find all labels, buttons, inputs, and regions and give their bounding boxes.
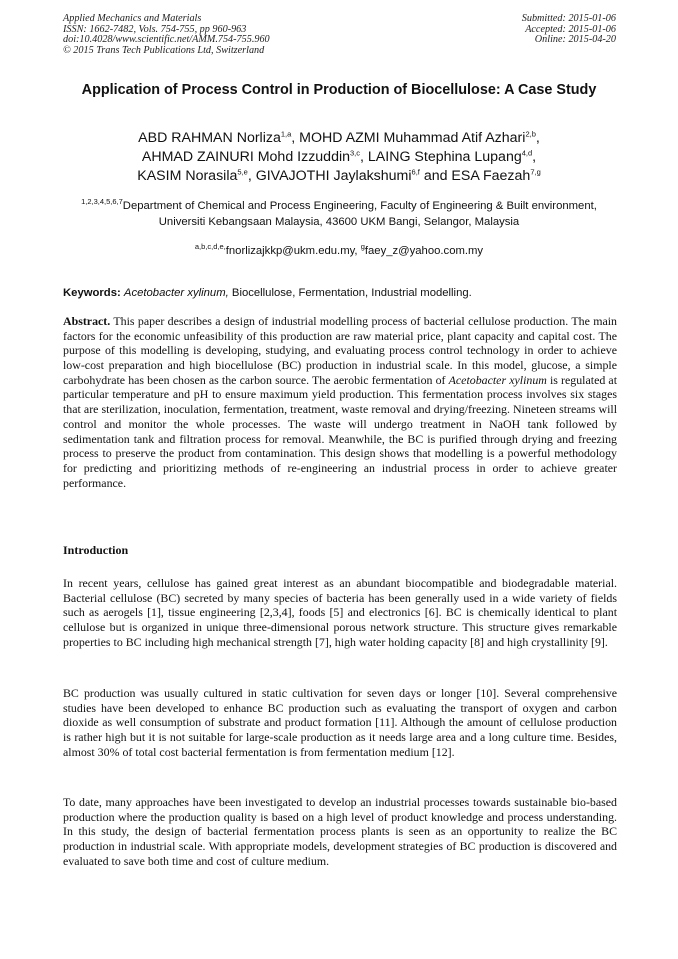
abstract-label: Abstract. [63, 314, 111, 328]
accepted-date: Accepted: 2015-01-06 [525, 23, 616, 35]
author-name: , MOHD AZMI Muhammad Atif Azhari [291, 130, 526, 146]
email-address: fnorlizajkkp@ukm.edu.my, [225, 245, 361, 257]
author-superscript: 4,d [521, 148, 533, 158]
author-superscript: 3,c [350, 148, 361, 158]
online-date: Online: 2015-04-20 [534, 34, 616, 46]
abstract-paragraph [63, 314, 617, 490]
email-superscript: a,b,c,d,e, [194, 242, 226, 252]
section-heading: Introduction [63, 543, 129, 557]
issn-line: ISSN: 1662-7482, Vols. 754-755, pp 960-963 [63, 23, 247, 35]
email-address: faey_z@yahoo.com.my [364, 245, 484, 257]
affiliation [60, 199, 618, 230]
paper-title: Application of Process Control in Production of Biocellulose: A Case Study [81, 82, 597, 98]
keywords-rest: Biocellulose, Fermentation, Industrial modelling. [228, 287, 472, 299]
author-superscript: 2,b [525, 129, 536, 139]
author-superscript: 6,f [411, 167, 420, 177]
body-paragraph: To date, many approaches have been investigated to develop an industrial processes towards sustainable bio-based production where the production quality is based on a high level of product knowledge and process understanding. In this study, the design of bacterial fermentation process plants is seen as an opportunity to realize the BC production in industrial scale. With appropriate models, development strategies of BC production is discovered and evaluated to save both time and cost of culture medium. [63, 795, 617, 868]
email-superscript: g [360, 242, 365, 252]
dates-header [522, 14, 616, 46]
author-name: ABD RAHMAN Norliza [138, 130, 281, 146]
affiliation-superscript: 1,2,3,4,5,6,7 [81, 197, 123, 207]
abstract-italic: Acetobacter xylinum [448, 372, 547, 387]
abstract-text: This paper describes a design of industrial modelling process of bacterial cellulose production. The main factors for the economic unfeasibility of this production are raw material price, plant capacity and capital cost. The purpose of this modelling is developing, studying, and evaluating process control technology in order to achieve low-cost preparation and high biocellulose (BC) production in industrial scale. In this model, glucose, a simple carbohydrate has been chosen as the carbon source. The aerobic fermentation of [63, 314, 617, 387]
author-emails [60, 244, 618, 258]
submitted-date: Submitted: 2015-01-06 [521, 13, 616, 24]
doi-line: doi:10.4028/www.scientific.net/AMM.754-755.960 [63, 34, 270, 46]
keywords-label: Keywords: [63, 287, 121, 299]
author-superscript: 1,a [280, 129, 292, 139]
author-name: and ESA Faezah [419, 168, 531, 184]
abstract-text: is regulated at particular temperature and pH to ensure maximum yield production. This fermentation process involves six stages that are sterilization, inoculation, fermentation, treatment, waste removal and drying/freezing. Nineteen streams will control and monitor the whole processes. The waste will undergo treatment in NaOH tank followed by sedimentation tank and filtration process for removal. Meanwhile, the BC is purified through drying and freezing process to preserve the product from contamination. This design shows that modelling is a powerful methodology for predicting and prioritizing methods of re-engineering an industrial process in order to achieve greater performance. [63, 372, 617, 490]
body-paragraph: BC production was usually cultured in static cultivation for seven days or longer [10]. Several comprehensive studies have been developed to enhance BC production such as evaluating the transport of oxygen and carbon dioxide as well consumption of substrate and product formation [11]. Although the amount of cellulose production is rather high but it is not suitable for large-scale production as it needs large area and a long culture time. Besides, almost 30% of total cost bacterial fermentation is from fermentation medium [12]. [63, 686, 617, 759]
author-name: , LAING Stephina Lupang [360, 149, 522, 165]
affiliation-text: Department of Chemical and Process Engineering, Faculty of Engineering & Built environment, Universiti Kebangsaan Malaysia, 43600 UKM Bangi, Selangor, Malaysia [122, 200, 597, 228]
author-superscript: 7,g [530, 167, 541, 177]
author-list: ABD RAHMAN Norliza$^{1,a}$, MOHD AZMI Muhammad Atif Azhari$^{2,b}$, AHMAD ZAINURI Mohd Izzuddin$^{3,c}$, LAING Stephina Lupang$^{4,d}$, KASIM Norasila$^{5,e}$, GIVAJOTHI Jaylakshumi$^{6,f}$ and ESA Faezah$^{7,g}$ [137, 129, 541, 184]
body-paragraph: In recent years, cellulose has gained great interest as an abundant biocompatible and biodegradable material. Bacterial cellulose (BC) secreted by many species of bacteria has been generally used in a wide variety of fields such as aerogels [1], tissue engineering [2,3,4], foods [5] and electronics [6]. BC is chemically identical to plant cellulose but is organized in unique three-dimensional porous network structure. This structure gives remarkable properties to BC including high mechanical strength [7], high water holding capacity [8] and high crystallinity [9]. [63, 576, 617, 649]
author-superscript: 5,e [237, 167, 248, 177]
author-name: KASIM Norasila [137, 168, 238, 184]
journal-header [63, 14, 270, 56]
author-name: , GIVAJOTHI Jaylakshumi [247, 168, 412, 184]
author-name: AHMAD ZAINURI Mohd Izzuddin [141, 149, 351, 165]
keywords-line [63, 286, 618, 300]
keyword-italic: Acetobacter xylinum, [123, 287, 229, 299]
copyright-line: © 2015 Trans Tech Publications Ltd, Switzerland [63, 44, 265, 56]
journal-name: Applied Mechanics and Materials [63, 13, 202, 24]
